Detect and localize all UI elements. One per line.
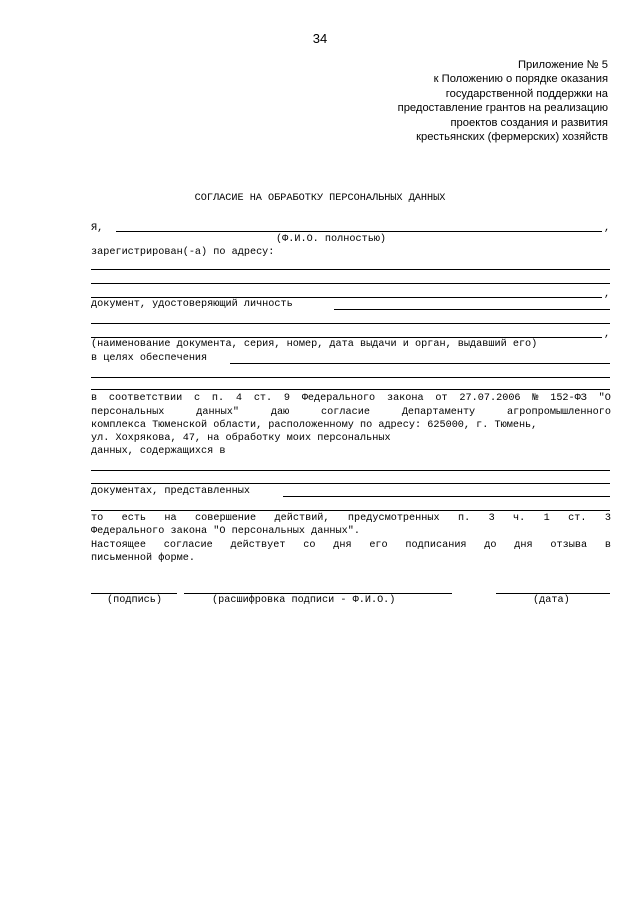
- data-line-2[interactable]: [91, 483, 610, 484]
- word: до: [484, 540, 497, 551]
- validity-line-2: письменной форме.: [91, 553, 195, 564]
- word: персональных: [91, 407, 165, 418]
- word: агропромышленного: [507, 407, 611, 418]
- document-line-2[interactable]: [91, 323, 610, 324]
- consent-line-4: ул. Хохрякова, 47, на обработку моих персональных: [91, 433, 391, 444]
- document-comma: ,: [604, 329, 611, 340]
- fio-comma: ,: [604, 223, 611, 234]
- signature-label: (подпись): [107, 595, 163, 606]
- word: 4: [235, 393, 243, 404]
- word: Федерального: [301, 393, 376, 404]
- actions-line-2: Федерального закона "О персональных данных".: [91, 526, 360, 537]
- word: действий,: [274, 513, 330, 524]
- word: отзыва: [550, 540, 588, 551]
- word: закона: [386, 393, 424, 404]
- word: ст.: [253, 393, 273, 404]
- word: дня: [514, 540, 533, 551]
- documents-line-1[interactable]: [283, 496, 610, 497]
- decoding-label: (расшифровка подписи - Ф.И.О.): [212, 595, 396, 606]
- appendix-line: крестьянских (фермерских) хозяйств: [416, 131, 608, 144]
- page-number: 34: [312, 31, 328, 46]
- word: 9: [283, 393, 291, 404]
- appendix-line: Приложение № 5: [517, 59, 608, 71]
- appendix-line: к Положению о порядке оказания: [433, 73, 608, 86]
- word: "О: [598, 393, 611, 404]
- documents-line-2[interactable]: [91, 510, 610, 511]
- word: совершение: [195, 513, 257, 524]
- word: Департаменту: [401, 407, 476, 418]
- word: со: [303, 540, 316, 551]
- validity-line-1: [91, 539, 611, 552]
- registered-label: зарегистрирован(-а) по адресу:: [91, 247, 275, 258]
- consent-line-1: [91, 392, 611, 405]
- word: 3: [488, 513, 495, 524]
- i-label: Я,: [91, 223, 104, 234]
- word: в: [604, 540, 611, 551]
- word: ч.: [513, 513, 526, 524]
- documents-label: документах, представленных: [91, 486, 250, 497]
- word: даю: [270, 407, 290, 418]
- word: Настоящее: [91, 540, 147, 551]
- word: его: [369, 540, 388, 551]
- word: с: [194, 393, 201, 404]
- word: данных": [196, 407, 240, 418]
- word: на: [164, 513, 177, 524]
- appendix-line: проектов создания и развития: [450, 116, 608, 129]
- word: то: [91, 513, 104, 524]
- word: от: [435, 393, 448, 404]
- document-hint: (наименование документа, серия, номер, дата выдачи и орган, выдавший его): [91, 339, 538, 350]
- word: согласие: [321, 407, 370, 418]
- address-comma: ,: [604, 289, 611, 300]
- word: есть: [121, 513, 147, 524]
- form-title: СОГЛАСИЕ НА ОБРАБОТКУ ПЕРСОНАЛЬНЫХ ДАННЫХ: [194, 193, 446, 204]
- purpose-line-1[interactable]: [230, 363, 610, 364]
- word: 27.07.2006: [459, 393, 521, 404]
- word: №: [532, 393, 539, 404]
- word: согласие: [163, 540, 213, 551]
- purpose-label: в целях обеспечения: [91, 353, 208, 364]
- consent-line-2: [91, 406, 611, 419]
- word: п.: [457, 513, 471, 524]
- word: ст.: [568, 513, 587, 524]
- word: подписания: [405, 540, 467, 551]
- address-line-2[interactable]: [91, 283, 610, 284]
- word: соответствии: [108, 393, 183, 404]
- document-label: документ, удостоверяющий личность: [91, 299, 293, 310]
- word: действует: [230, 540, 286, 551]
- date-label: (дата): [533, 595, 570, 606]
- word: в: [91, 393, 98, 404]
- fio-hint: (Ф.И.О. полностью): [276, 234, 387, 245]
- word: 1: [543, 513, 550, 524]
- word: 3: [604, 513, 611, 524]
- word: 152-ФЗ: [550, 393, 587, 404]
- document-line-1[interactable]: [334, 309, 610, 310]
- appendix-line: государственной поддержки на: [445, 87, 608, 100]
- word: предусмотренных: [347, 513, 440, 524]
- purpose-line-3[interactable]: [91, 389, 610, 390]
- appendix-block: [398, 58, 608, 144]
- word: дня: [333, 540, 352, 551]
- purpose-line-2[interactable]: [91, 377, 610, 378]
- data-line-1[interactable]: [91, 470, 610, 471]
- consent-line-5: данных, содержащихся в: [91, 446, 226, 457]
- appendix-line: предоставление грантов на реализацию: [397, 102, 608, 115]
- fio-line[interactable]: [116, 231, 602, 232]
- address-line-1[interactable]: [91, 269, 610, 270]
- actions-line-1: [91, 512, 611, 525]
- word: п.: [211, 393, 225, 404]
- consent-line-3: комплекса Тюменской области, расположенному по адресу: 625000, г. Тюмень,: [91, 420, 538, 431]
